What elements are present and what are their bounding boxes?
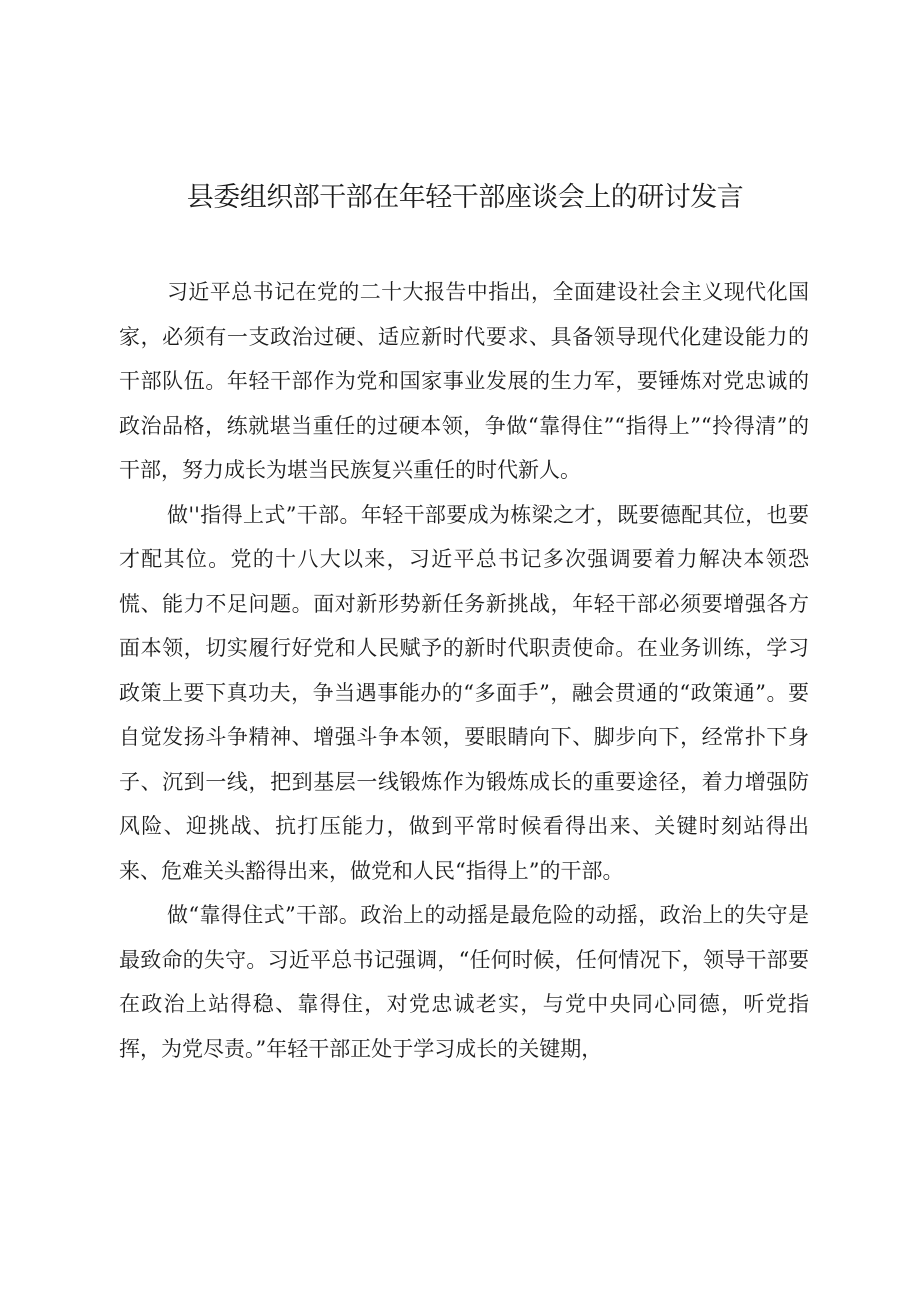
- paragraph-zhideshang: 做''指得上式”干部。年轻干部要成为栋梁之才，既要德配其位，也要才配其位。党的十八大以来，习近平总书记多次强调要着力解决本领恐慌、能力不足问题。面对新形势新任务新挑战，年轻干部必须要增强各方面本领，切实履行好党和人民赋予的新时代职责使命。在业务训练，学习政策上要下真功夫，争当遇事能办的“多面手”，融会贯通的“政策通”。要自觉发扬斗争精神、增强斗争本领，要眼睛向下、脚步向下，经常扑下身子、沉到一线，把到基层一线锻炼作为锻炼成长的重要途径，着力增强防风险、迎挑战、抗打压能力，做到平常时候看得出来、关键时刻站得出来、危难关头豁得出来，做党和人民“指得上”的干部。: [119, 502, 809, 883]
- document-title: 县委组织部干部在年轻干部座谈会上的研讨发言: [186, 182, 744, 213]
- paragraph-intro: 习近平总书记在党的二十大报告中指出，全面建设社会主义现代化国家，必须有一支政治过硬、适应新时代要求、具备领导现代化建设能力的干部队伍。年轻干部作为党和国家事业发展的生力军，要锤炼对党忠诚的政治品格，练就堪当重任的过硬本领，争做“靠得住”“指得上”“拎得清”的干部，努力成长为堪当民族复兴重任的时代新人。: [119, 280, 809, 482]
- document-body: [119, 270, 809, 1071]
- paragraph-kaodezhu: 做“靠得住式”干部。政治上的动摇是最危险的动摇，政治上的失守是最致命的失守。习近平总书记强调，“任何时候，任何情况下，领导干部要在政治上站得稳、靠得住，对党忠诚老实，与党中央同心同德，听党指挥，为党尽责。”年轻干部正处于学习成长的关键期，: [119, 903, 809, 1061]
